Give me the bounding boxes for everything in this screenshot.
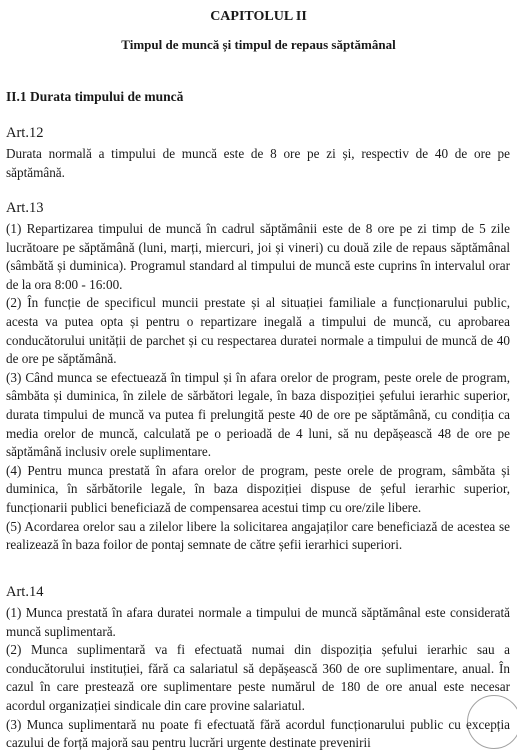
article-title-14: Art.14 xyxy=(6,584,44,600)
chapter-heading: CAPITOLUL II xyxy=(210,9,307,24)
chapter-subtitle: Timpul de muncă și timpul de repaus săptămânal xyxy=(121,37,396,52)
article-title-12: Art.12 xyxy=(6,125,44,141)
paragraph: (3) Munca suplimentară nu poate fi efectuată fără acordul funcționarului public cu excepția cazului de forță majoră sau pentru lucrări urgente destinate prevenirii xyxy=(6,716,510,751)
paragraph: (5) Acordarea orelor sau a zilelor libere la solicitarea angajaților care beneficiază de acestea se realizează în baza foilor de pontaj semnate de către șefii ierarhici superiori. xyxy=(6,518,510,553)
section-title: II.1 Durata timpului de muncă xyxy=(6,89,184,104)
article-body-13 xyxy=(6,220,510,555)
paragraph: (2) Munca suplimentară va fi efectuată numai din dispoziția șefului ierarhic sau a conducătorului instituției, fără ca salariatul să depășească 360 de ore suplimentare, anual. În cazul în care prestează ore suplimentare peste numărul de 180 de ore anual este necesar acordul organizației sindicale din care provine salariatul. xyxy=(6,642,510,713)
paragraph: (1) Munca prestată în afara duratei normale a timpului de muncă săptămânal este considerată muncă suplimentară. xyxy=(6,605,510,639)
paragraph: (3) Când munca se efectuează în timpul și în afara orelor de program, peste orele de program, sâmbăta și duminica, în zilele de sărbători legale, în baza dispoziției șefului ierarhic superior, durata timpului de muncă va putea fi prelungită peste 40 de ore pe săptămână, cu condiția ca media orelor de muncă, calculată pe o perioadă de 4 luni, să nu depășească 48 de ore pe săptămână inclusiv orele suplimentare. xyxy=(6,369,510,460)
paragraph: (2) În funcție de specificul muncii prestate și al situației familiale a funcționarului public, acesta va putea opta și pentru o repartizare inegală a timpului de muncă, cu aprobarea conducătorului unității de parchet și cu respectarea duratei normale a timpului de muncă de 40 de ore pe săptămână. xyxy=(6,295,510,367)
article-title-13: Art.13 xyxy=(6,200,44,216)
paragraph: Durata normală a timpului de muncă este de 8 ore pe zi și, respectiv de 40 de ore pe săptămână. xyxy=(6,146,510,180)
paragraph: (1) Repartizarea timpului de muncă în cadrul săptămânii este de 8 ore pe zi timp de 5 zile lucrătoare pe săptămână (luni, marți, miercuri, joi și vineri) cu două zile de repaus săptămânal (sâmbătă și duminica). Programul standard al timpului de muncă este cuprins în intervalul orar de la ora 8:00 - 16:00. xyxy=(6,221,510,292)
paragraph: (4) Pentru munca prestată în afara orelor de program, peste orele de program, sâmbăta și duminica, în sărbătorile legale, în baza dispoziției dispuse de șeful ierarhic superior, funcționarii publici beneficiază de compensarea acestui timp cu ore/zile libere. xyxy=(6,462,510,515)
article-body-12 xyxy=(6,145,510,182)
article-body-14 xyxy=(6,604,510,753)
